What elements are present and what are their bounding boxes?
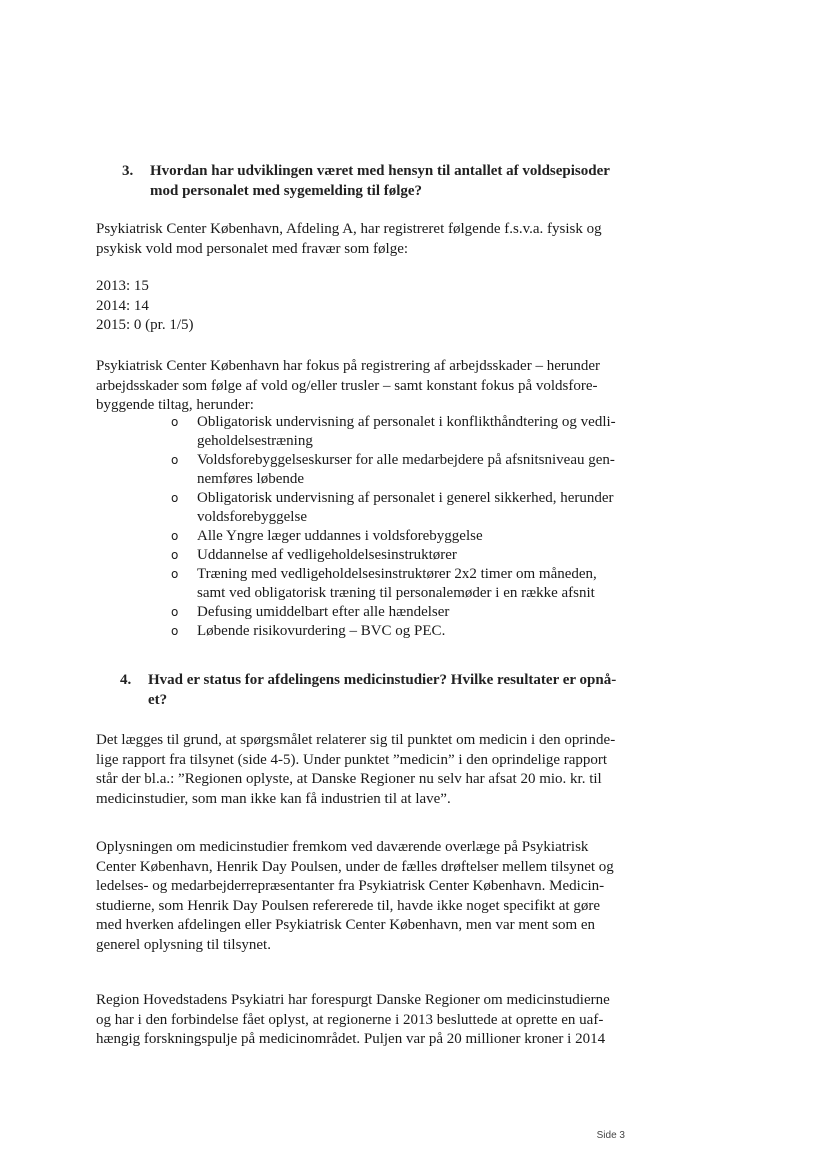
intro-line: Psykiatrisk Center København, Afdeling A, har registreret følgende f.s.v.a. fysisk og: [96, 221, 602, 237]
bullet-item: [171, 565, 641, 603]
stat-line: 2015: 0 (pr. 1/5): [96, 317, 194, 333]
stat-line: 2013: 15: [96, 278, 149, 294]
bullet-marker: o: [171, 491, 179, 505]
paragraph-line: hængig forskningspulje på medicinområdet. Puljen var på 20 millioner kroner i 2014: [96, 1031, 606, 1047]
medicine-paragraph-3: [96, 991, 636, 1050]
bullet-item: [171, 489, 641, 527]
stat-line: 2014: 14: [96, 297, 149, 314]
bullet-item: [171, 451, 641, 489]
stats-list: [96, 277, 636, 336]
bullet-item: [171, 603, 641, 622]
bullet-marker: o: [171, 605, 179, 619]
bullet-text: Defusing umiddelbart efter alle hændelser: [197, 604, 450, 620]
bullet-marker: o: [171, 567, 179, 581]
paragraph-line: studierne, som Henrik Day Poulsen refererede til, havde ikke noget specifikt at gøre: [96, 897, 601, 914]
bullet-marker: o: [171, 529, 179, 543]
section-3-title: [150, 161, 650, 201]
section-4-title-line: Hvad er status for afdelingens medicinstudier? Hvilke resultater er opnå-: [148, 672, 617, 688]
paragraph-line: ledelses- og medarbejderrepræsentanter fra Psykiatrisk Center København. Medicin-: [96, 878, 605, 894]
section-3-title-line: mod personalet med sygemelding til følge?: [150, 183, 423, 199]
page-number: Side 3: [596, 1130, 625, 1141]
paragraph-line: står der bl.a.: ”Regionen oplyste, at Danske Regioner nu selv har afsat 20 mio. kr. til: [96, 771, 602, 787]
bullet-text: voldsforebyggelse: [197, 509, 307, 525]
bullet-text: Uddannelse af vedligeholdelsesinstruktører: [197, 547, 457, 563]
bullet-text: nemføres løbende: [197, 471, 305, 487]
section-4-number: 4.: [120, 672, 132, 688]
bullet-text: Voldsforebyggelseskurser for alle medarbejdere på afsnitsniveau gen-: [197, 452, 615, 468]
bullet-text: geholdelsestræning: [197, 433, 313, 449]
paragraph-line: lige rapport fra tilsynet (side 4-5). Under punktet ”medicin” i den oprindelige rapport: [96, 751, 608, 768]
paragraph-line: generel oplysning til tilsynet.: [96, 936, 271, 953]
bullet-text: Løbende risikovurdering – BVC og PEC.: [197, 623, 446, 639]
section-4-title: [148, 670, 648, 710]
focus-line: byggende tiltag, herunder:: [96, 397, 254, 413]
bullet-item: [171, 546, 641, 565]
paragraph-line: Oplysningen om medicinstudier fremkom ved daværende overlæge på Psykiatrisk: [96, 839, 589, 855]
medicine-paragraph-1: [96, 731, 636, 809]
intro-paragraph: [96, 220, 636, 259]
section-3-number: 3.: [122, 163, 134, 179]
bullet-marker: o: [171, 453, 179, 467]
bullet-item: [171, 527, 641, 546]
bullet-text: Træning med vedligeholdelsesinstruktører 2x2 timer om måneden,: [197, 566, 597, 582]
bullet-item: [171, 622, 641, 641]
paragraph-line: Center København, Henrik Day Poulsen, under de fælles drøftelser mellem tilsynet og: [96, 858, 614, 875]
medicine-paragraph-2: [96, 838, 636, 955]
paragraph-line: Region Hovedstadens Psykiatri har forespurgt Danske Regioner om medicinstudierne: [96, 992, 610, 1008]
bullet-text: Alle Yngre læger uddannes i voldsforebyggelse: [197, 528, 483, 544]
focus-line: Psykiatrisk Center København har fokus på registrering af arbejdsskader – herunder: [96, 358, 601, 374]
section-4-title-line: et?: [148, 692, 168, 708]
bullet-marker: o: [171, 415, 179, 429]
focus-paragraph: [96, 357, 636, 416]
bullet-text: Obligatorisk undervisning af personalet i konflikthåndtering og vedli-: [197, 414, 616, 430]
intro-line: psykisk vold mod personalet med fravær som følge:: [96, 240, 409, 257]
bullet-marker: o: [171, 548, 179, 562]
paragraph-line: medicinstudier, som man ikke kan få industrien til at lave”.: [96, 790, 451, 807]
paragraph-line: med hverken afdelingen eller Psykiatrisk Center København, men var ment som en: [96, 917, 596, 933]
paragraph-line: Det lægges til grund, at spørgsmålet relaterer sig til punktet om medicin i den oprinde-: [96, 732, 616, 748]
bullet-marker: o: [171, 624, 179, 638]
focus-line: arbejdsskader som følge af vold og/eller trusler – samt konstant fokus på voldsfore-: [96, 377, 598, 394]
section-3-title-line: Hvordan har udviklingen været med hensyn til antallet af voldsepisoder: [150, 163, 610, 179]
paragraph-line: og har i den forbindelse fået oplyst, at regionerne i 2013 besluttede at oprette en uaf-: [96, 1011, 604, 1028]
bullet-item: [171, 413, 641, 451]
bullet-text: samt ved obligatorisk træning til personalemøder i en række afsnit: [197, 585, 595, 601]
measures-bullet-list: [171, 413, 641, 641]
bullet-text: Obligatorisk undervisning af personalet i generel sikkerhed, herunder: [197, 490, 614, 506]
